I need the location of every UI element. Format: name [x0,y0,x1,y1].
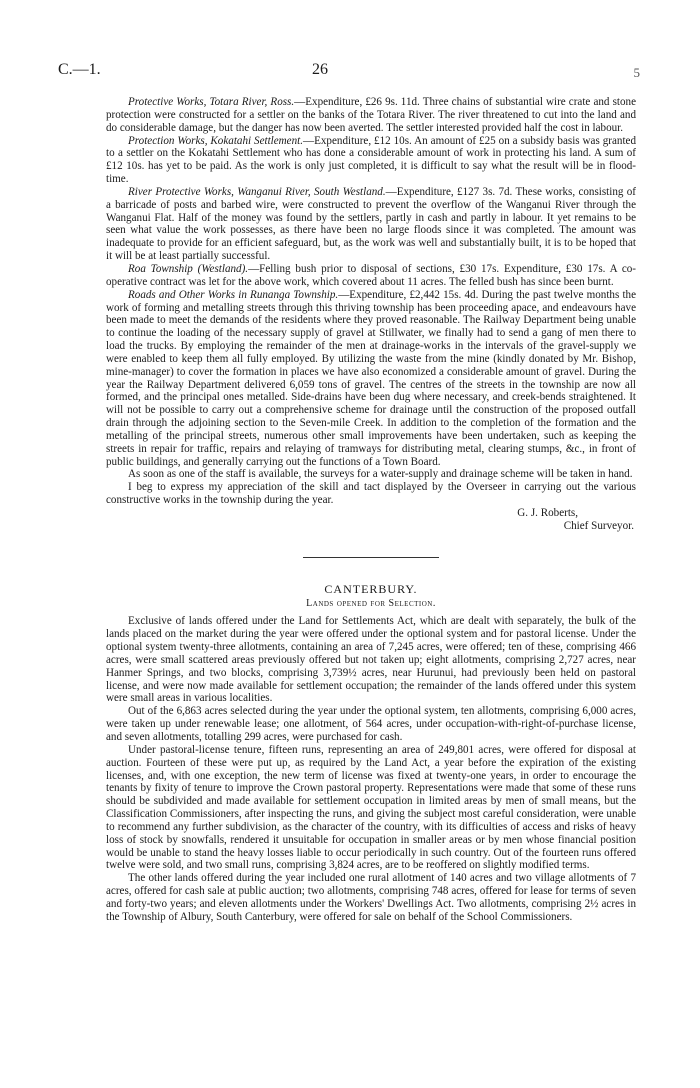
paragraph-kokatahi [106,135,636,186]
canterbury-section [106,583,636,924]
paragraph-appreciation [106,481,636,507]
signatory-position: Chief Surveyor. [563,519,634,532]
paragraph-text: —Expenditure, £2,442 15s. 4d. During the past twelve months the work of forming and metalling streets through this thriving township has been proceeding apace, and endeavours have been made to meet the demands of the residents where they proved reasonable. The Railway Department being unable to continue the loading of the necessary supply of gravel at Stillwater, we finally had to send a gang of men there to load the trucks. By employing the remainder of the men at drainage-works in the intervals of the gravel-supply we were enabled to keep them all fully employed. By utilizing the waste from the mine (kindly donated by Mr. Bishop, mine-manager) to cover the formation in places we have also economized a considerable amount of gravel. During the year the Railway Department delivered 6,059 tons of gravel. The centres of the streets in the township are now all formed, and the principal ones metalled. Side-drains have been dug where necessary, and creek-bends straightened. It will not be possible to carry out a comprehensive scheme for drainage until the construction of the proposed outfall drain through the adjoining section to the Seven-mile Creek. In addition to the completion of the formation and the metalling of the principal streets, numerous other small improvements have been undertaken, such as keeping the streets in repair for traffic, repairs and relaying of tramways for distributing metal, clearing stumps, &c., in front of public buildings, and generally carrying out the functions of a Town Board. [106,288,637,468]
paragraph-text: —Expenditure, £127 3s. 7d. These works, consisting of a barricade of posts and barbed wire, were constructed to prevent the overflow of the Wanganui River through the Wanganui Flat. Half of the money was found by the settlers, partly in cash and partly in labour. It yet remains to be seen what value the work possesses, as there have been no large floods since it was completed. The amount was inadequate to provide for an efficient safeguard, but, as the work was well and substantially built, it is to be hoped that it will be at least partially successful. [106,185,636,263]
paragraph-text: As soon as one of the staff is available, the surveys for a water-supply and drainage scheme will be taken in hand. [128,468,633,481]
paragraph-title: River Protective Works, Wanganui River, South Westland. [128,185,386,198]
paragraph-pastoral-license: Under pastoral-license tenure, fifteen runs, representing an area of 249,801 acres, were offered for disposal at auction. Fourteen of these were put up, as required by the Land Act, a year before the expiration of the existing licenses, and, with one exception, the new term of license was fixed at twenty-one years, in order to encourage the tenants by fixity of tenure to improve the Crown pastoral property. Representations were made that some of these runs should be subdivided and made available for settlement occupation in limited areas by men of small means, but the Classification Commissioners, after inspecting the runs, and giving the subject most careful consideration, were unable to recommend any further subdivision, as the character of the country, with its difficulties of access and risks of heavy loss of stock by snowfalls, rendered it unsuitable for occupation in smaller areas or by men whose financial position would be unable to stand the heavy losses liable to occur periodically in such country. Out of the fourteen runs offered twelve were sold, and two small runs, comprising 3,824 acres, are to be reoffered on slightly modified terms. [106,743,636,872]
paragraph-selected-acres: Out of the 6,863 acres selected during the year under the optional system, ten allotments, comprising 6,000 acres, were taken up under renewable lease; one allotment, of 564 acres, under occupation-with-right-of-purchase license, and seven allotments, totalling 299 acres, were purchased for cash. [106,705,636,743]
subsection-title: Lands opened for Selection. [306,597,436,609]
section-title: CANTERBURY. [324,581,418,596]
paragraph-title: Roads and Other Works in Runanga Township. [128,288,339,301]
paragraph-totara [106,96,636,135]
document-reference: C.—1. [58,61,101,78]
page-header [58,61,640,81]
section-divider [303,557,439,558]
paragraph-optional-system: Exclusive of lands offered under the Land for Settlements Act, which are dealt with separately, the bulk of the lands placed on the market during the year were offered under the optional system and for pastoral license. Under the optional system twenty-three allotments, containing an area of 7,245 acres, were offered; ten of these, comprising 466 acres, were small scattered areas previously offered but not taken up; eight allotments, comprising 2,727 acres, near Hanmer Springs, and two blocks, comprising 3,739½ acres, near Hurunui, had previously been held on pastoral license, and were now made available for settlement occupation; the remainder of the lands offered under this system were small areas in various localities. [106,615,636,705]
paragraph-text: —Expenditure, £26 9s. 11d. Three chains of substantial wire crate and stone protection were constructed for a settler on the banks of the Totara River. The river threatened to cut into the land and do considerable damage, but the danger has now been averted. The settler interested provided half the cost in labour. [106,96,636,134]
paragraph-title: Roa Township (Westland). [128,262,249,275]
page-number: 26 [312,61,328,78]
paragraph-text: —Expenditure, £12 10s. An amount of £25 on a subsidy basis was granted to a settler on the Kokatahi Settlement who has done a considerable amount of work in protecting his land. A sum of £12 10s. has yet to be paid. As the work is only just completed, it is difficult to say what the result will be in flood-time. [106,134,636,186]
westland-section [106,96,636,533]
paragraph-title: Protective Works, Totara River, Ross. [128,96,295,108]
paragraph-wanganui [106,186,636,263]
paragraph-runanga [106,289,636,469]
paragraph-roa [106,263,636,289]
paragraph-title: Protection Works, Kokatahi Settlement. [128,134,304,147]
paragraph-text: —Felling bush prior to disposal of sections, £30 17s. Expenditure, £30 17s. A co-operative contract was let for the above work, which covered about 11 acres. The felled bush has since been burnt. [106,262,636,288]
signature-block [106,507,636,533]
paragraph-surveys [106,468,636,481]
page-body [106,96,636,924]
corner-mark: 5 [633,65,640,80]
signatory-name: G. J. Roberts, [517,507,578,519]
paragraph-text: I beg to express my appreciation of the skill and tact displayed by the Overseer in carrying out the various constructive works in the township during the year. [106,481,636,507]
paragraph-other-lands: The other lands offered during the year included one rural allotment of 140 acres and two village allotments of 7 acres, offered for cash sale at public auction; two allotments, comprising 748 acres, offered for lease for terms of seven and forty-two years; and eleven allotments under the Workers' Dwellings Act. Two allotments, comprising 2½ acres in the Township of Albury, South Canterbury, were offered for sale on behalf of the School Commissioners. [106,872,636,923]
